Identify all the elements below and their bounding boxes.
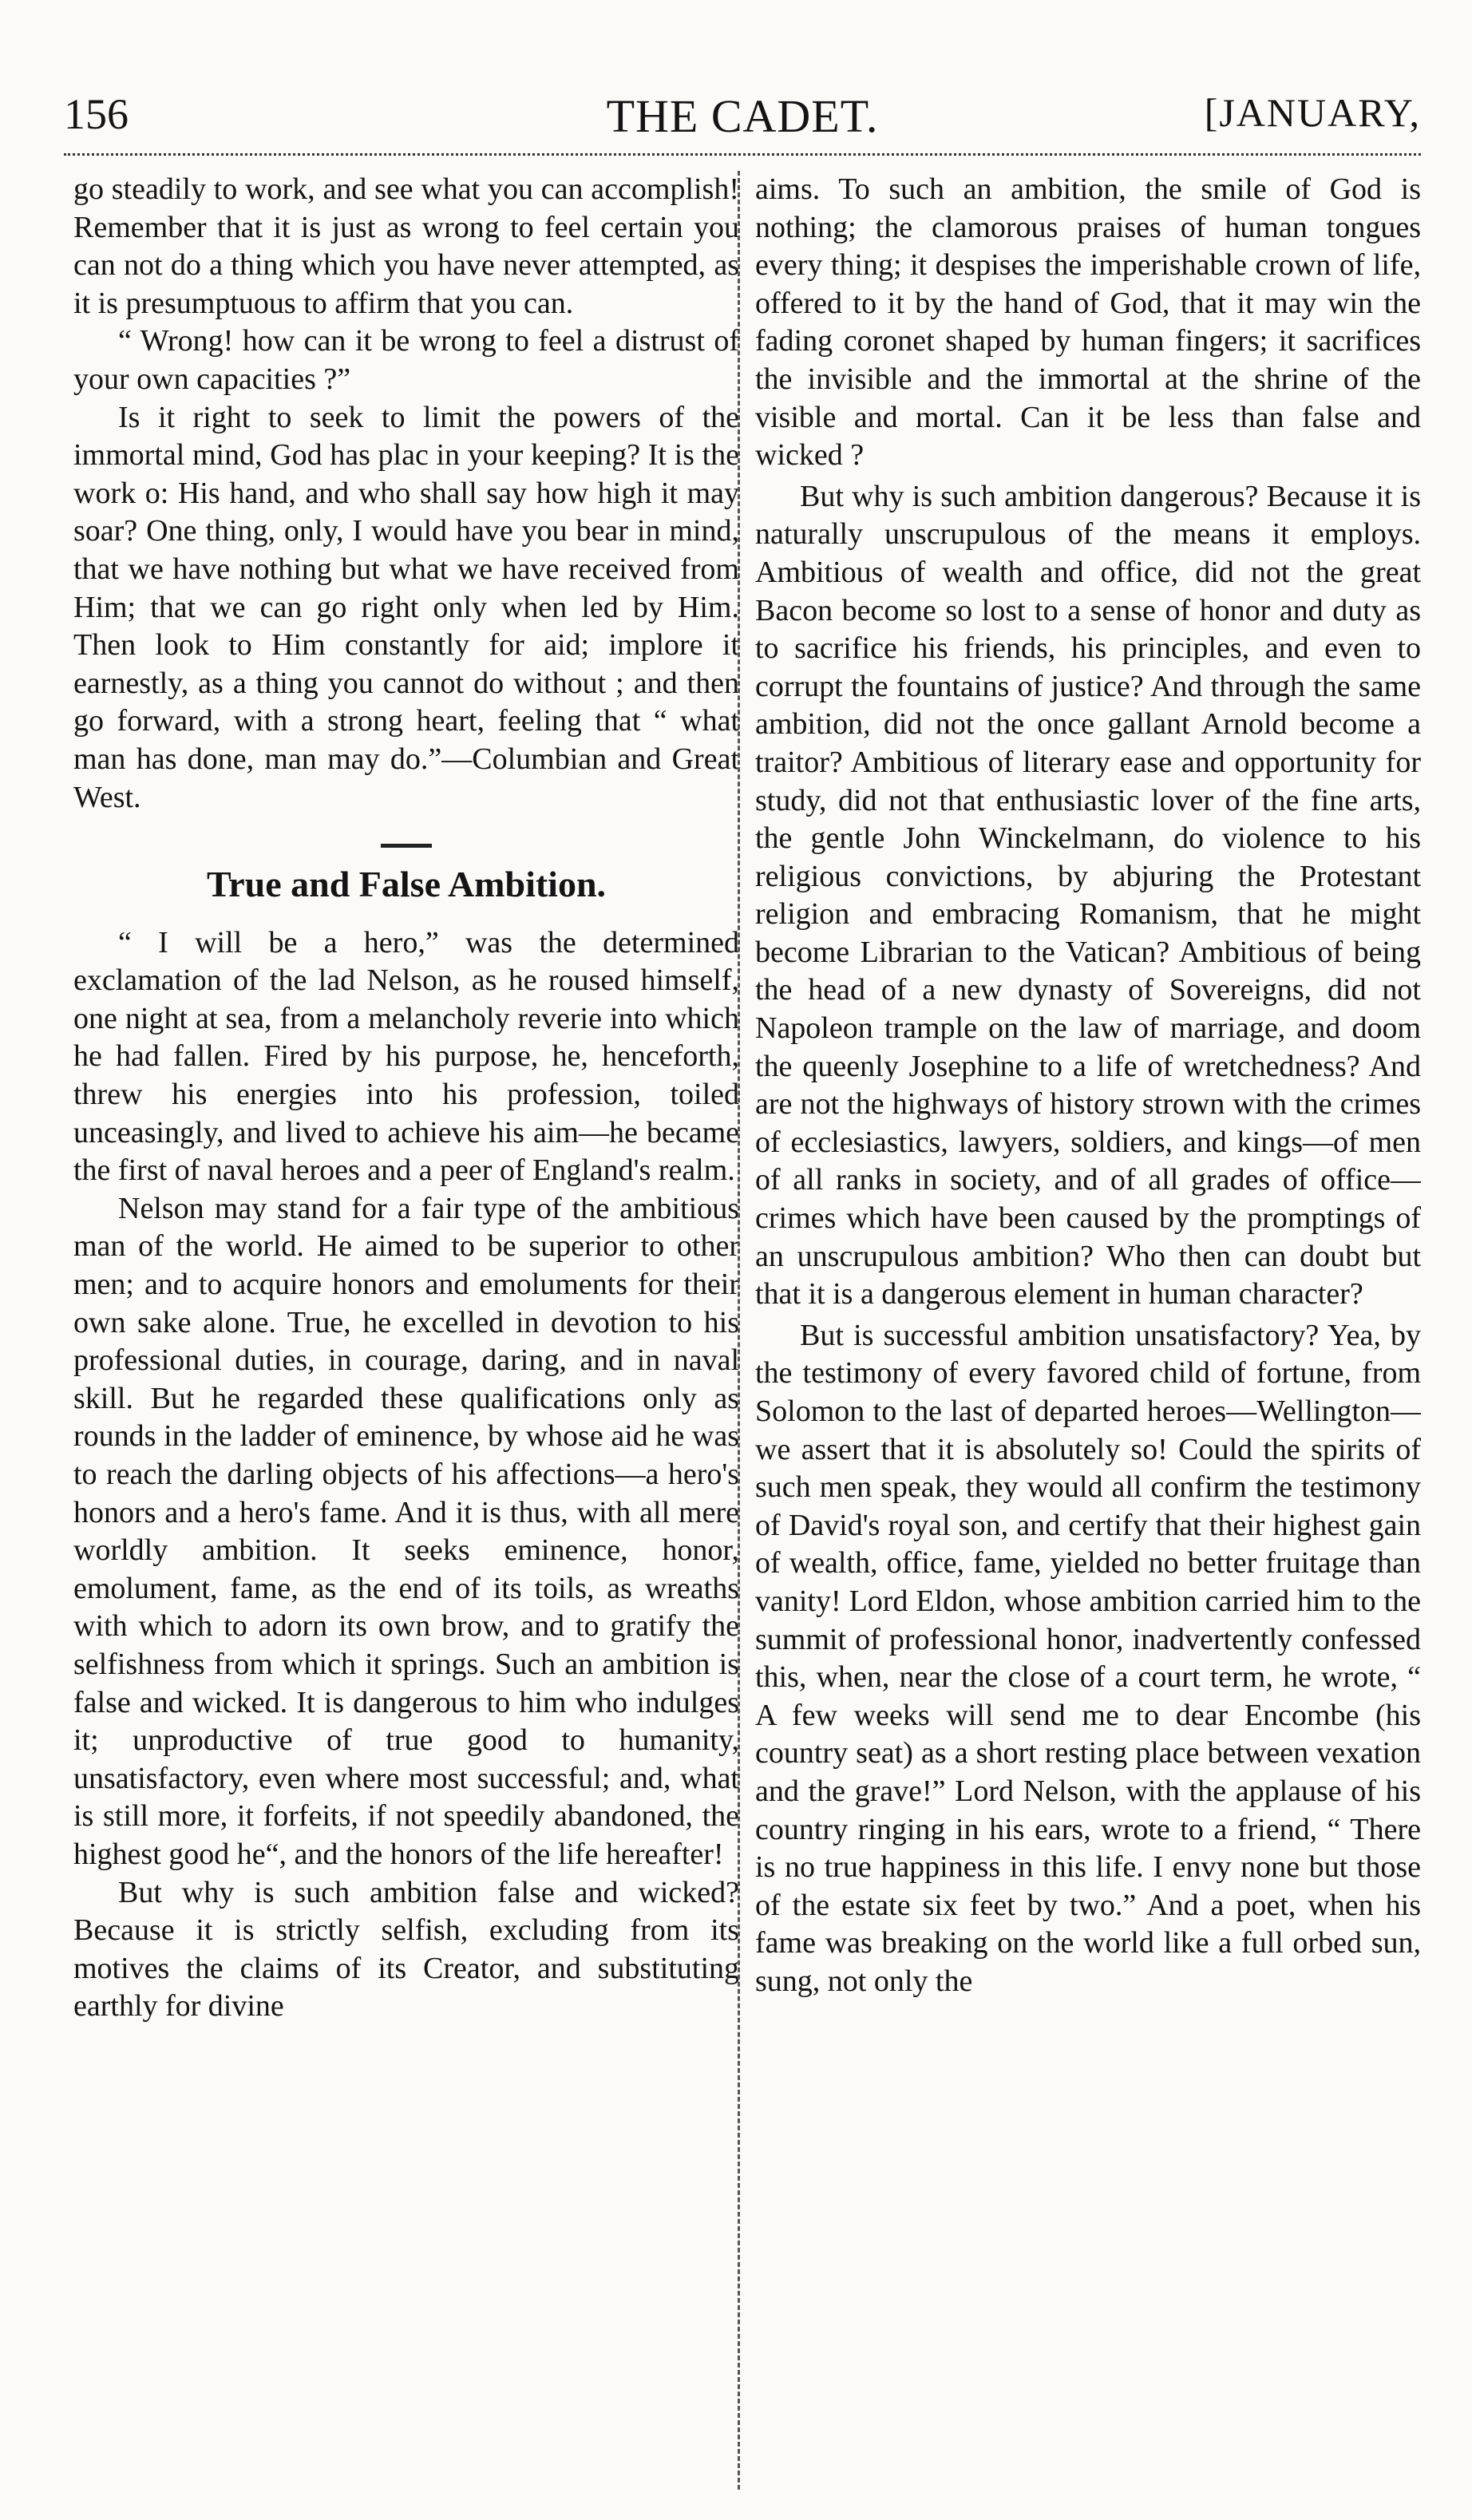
paragraph: “ I will be a hero,” was the determined exclamation of the lad Nelson, as he roused himself, one night at sea, from a melancholy reverie into which he had fallen. Fired by his purpose, he, henceforth, threw his energies into his profession, toiled unceasingly, and lived to achieve his aim—he became the first of naval heroes and a peer of England's realm. <box>73 925 739 1188</box>
page-header <box>64 89 1421 153</box>
month-label: [JANUARY, <box>1204 90 1421 135</box>
paragraph: “ Wrong! how can it be wrong to feel a distrust of your own capacities ?” <box>73 324 739 396</box>
running-title: THE CADET. <box>606 90 879 142</box>
paragraph: go steadily to work, and see what you can accomplish! Remember that it is just as wrong to feel certain you can not do a thing which you have never attempted, as it is presumptuous to affirm that you can. <box>73 172 739 320</box>
left-column <box>73 171 739 2494</box>
paragraph: aims. To such an ambition, the smile of God is nothing; the clamorous praises of human tongues every thing; it despises the imperishable crown of life, offered to it by the hand of God, that it may win the fading coronet shaped by human fingers; it sacrifices the invisible and the immortal at the shrine of the visible and mortal. Can it be less than false and wicked ? <box>755 172 1421 473</box>
paragraph: But is successful ambition unsatisfactory? Yea, by the testimony of every favored child of fortune, from Solomon to the last of departed heroes—Wellington—we assert that it is absolutely so! Could the spirits of such men speak, they would all confirm the testimony of David's royal son, and certify that their highest gain of wealth, office, fame, yielded no better fruitage than vanity! Lord Eldon, whose ambition carried him to the summit of professional honor, inadvertently confessed this, when, near the close of a court term, he wrote, “ A few weeks will send me to dear Encombe (his country seat) as a short resting place between vexation and the grave!” Lord Nelson, with the applause of his country ringing in his ears, wrote to a friend, “ There is no true happiness in this life. I envy none but those of the estate six feet by two.” And a poet, when his fame was breaking on the world like a full orbed sun, sung, not only the <box>755 1318 1421 1998</box>
paragraph: Is it right to seek to limit the powers of the immortal mind, God has plac in your keeping? It is the work o: His hand, and who shall say how high it may soar? One thing, only, I would have you bear in mind, that we have nothing but what we have received from Him; that we can go right only when led by Him. Then look to Him constantly for aid; implore it earnestly, as a thing you cannot do without ; and then go forward, with a strong heart, feeling that “ what man has done, man may do.”—Columbian and Great West. <box>73 400 739 814</box>
section-title: True and False Ambition. <box>206 864 607 905</box>
column-divider <box>738 171 740 2490</box>
section-separator <box>381 844 432 848</box>
page-number: 156 <box>64 90 129 138</box>
paragraph: Nelson may stand for a fair type of the ambitious man of the world. He aimed to be superior to other men; and to acquire honors and emoluments for their own sake alone. True, he excelled in devotion to his professional duties, in courage, daring, and in naval skill. But he regarded these qualifications only as rounds in the ladder of eminence, by whose aid he was to reach the darling objects of his affections—a hero's honors and a hero's fame. And it is thus, with all mere worldly ambition. It seeks eminence, honor, emolument, fame, as the end of its toils, as wreaths with which to adorn its own brow, and to gratify the selfishness from which it springs. Such an ambition is false and wicked. It is dangerous to him who indulges it; unproductive of true good to humanity, unsatisfactory, even where most successful; and, what is still more, it forfeits, if not speedily abandoned, the highest good he“, and the honors of the life hereafter! <box>73 1191 739 1871</box>
header-rule <box>64 153 1421 156</box>
right-column <box>755 171 1421 2494</box>
paragraph: But why is such ambition false and wicked? Because it is strictly selfish, excluding from its motives the claims of its Creator, and substituting earthly for divine <box>73 1875 739 2024</box>
paragraph: But why is such ambition dangerous? Because it is naturally unscrupulous of the means it employs. Ambitious of wealth and office, did not the great Bacon become so lost to a sense of honor and duty as to sacrifice his friends, his principles, and even to corrupt the fountains of justice? And through the same ambition, did not the once gallant Arnold become a traitor? Ambitious of literary ease and opportunity for study, did not that enthusiastic lover of the fine arts, the gentle John Winckelmann, do violence to his religious convictions, by abjuring the Protestant religion and embracing Romanism, that he might become Librarian to the Vatican? Ambitious of being the head of a new dynasty of Sovereigns, did not Napoleon trample on the law of marriage, and doom the queenly Josephine to a life of wretchedness? And are not the highways of history strown with the crimes of ecclesiastics, lawyers, soldiers, and kings—of men of all ranks in society, and of all grades of office—crimes which have been caused by the promptings of an unscrupulous ambition? Who then can doubt but that it is a dangerous element in human character? <box>755 479 1421 1311</box>
